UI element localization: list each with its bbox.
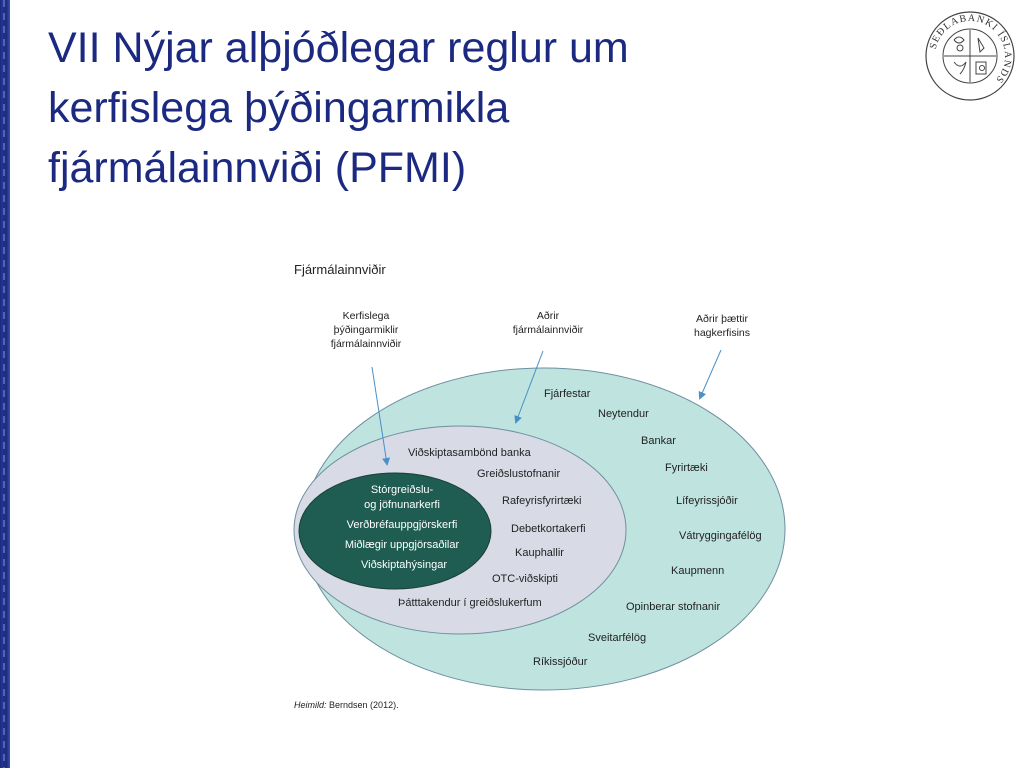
callout-other-economy-label — [694, 313, 750, 339]
slide-title-line-3: fjármálainnviði (PFMI) — [48, 144, 467, 192]
outer-item: Bankar — [641, 435, 676, 447]
inner-item: Stórgreiðslu- — [370, 484, 434, 496]
svg-text:þýðingarmiklir: þýðingarmiklir — [333, 324, 399, 336]
middle-item: Þátttakendur í greiðslukerfum — [398, 597, 542, 609]
source-text: Berndsen (2012). — [329, 700, 399, 710]
svg-text:Kerfislega: Kerfislega — [342, 310, 390, 322]
middle-item: Greiðslustofnanir — [477, 468, 561, 480]
source-note — [294, 700, 399, 710]
outer-item: Kaupmenn — [671, 565, 725, 577]
diagram-heading: Fjármálainnviðir — [294, 262, 386, 277]
svg-text:fjármálainnviðir: fjármálainnviðir — [330, 338, 402, 350]
callout-systemic-label — [331, 310, 402, 350]
outer-item: Fyrirtæki — [665, 462, 708, 474]
financial-infrastructure-diagram — [280, 255, 800, 715]
outer-item: Lífeyrissjóðir — [676, 495, 738, 507]
central-bank-seal-icon — [924, 10, 1016, 102]
middle-item: Viðskiptasambönd banka — [408, 447, 531, 459]
middle-item: Kauphallir — [515, 547, 564, 559]
inner-item: Miðlægir uppgjörsaðilar — [344, 539, 460, 551]
svg-text:fjármálainnviðir: fjármálainnviðir — [512, 324, 584, 336]
svg-text:hagkerfisins: hagkerfisins — [693, 327, 751, 339]
outer-item: Opinberar stofnanir — [626, 601, 721, 613]
middle-item: Rafeyrisfyrirtæki — [502, 495, 582, 507]
inner-item: Verðbréfauppgjörskerfi — [346, 519, 458, 531]
outer-item: Sveitarfélög — [588, 632, 647, 644]
middle-item: OTC-viðskipti — [492, 573, 559, 585]
slide-title-line-2: kerfislega þýðingarmikla — [48, 84, 510, 132]
slide-title-line-1: VII Nýjar alþjóðlegar reglur um — [48, 24, 629, 72]
outer-item: Ríkissjóður — [533, 656, 588, 668]
svg-text:Aðrir þættir: Aðrir þættir — [696, 313, 748, 325]
outer-item: Fjárfestar — [544, 388, 591, 400]
svg-text:Aðrir: Aðrir — [536, 310, 560, 322]
slide-side-stripe — [0, 0, 10, 768]
seal-text: SEÐLABANKI ÍSLANDS — [927, 12, 1014, 86]
source-label: Heimild: — [294, 700, 327, 710]
inner-item: Viðskiptahýsingar — [360, 559, 448, 571]
outer-item: Vátryggingafélög — [679, 530, 762, 542]
inner-item: og jöfnunarkerfi — [364, 499, 440, 511]
middle-item: Debetkortakerfi — [511, 523, 586, 535]
slide-title — [48, 18, 808, 198]
arrow-other-economy — [700, 350, 721, 398]
outer-item: Neytendur — [598, 408, 649, 420]
callout-other-infra-label — [513, 310, 584, 336]
